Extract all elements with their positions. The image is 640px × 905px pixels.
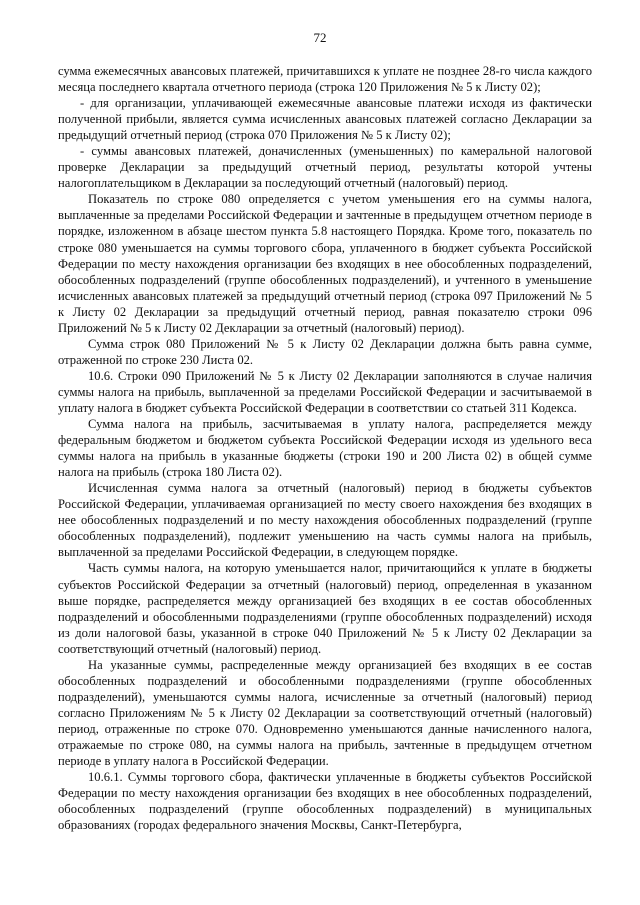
paragraph: Сумма налога на прибыль, засчитываемая в уплату налога, распределяется между федеральным бюджетом и бюджетом субъекта Российской Федерации исходя из удельного веса суммы налога на прибыль в указанные бюджеты (строки 190 и 200 Листа 02) в общей сумме налога на прибыль (строка 180 Листа 02). [58,417,592,480]
paragraph: 10.6.1. Суммы торгового сбора, фактически уплаченные в бюджеты субъектов Российской Федерации по месту нахождения организации без входящих в нее обособленных подразделений, обособленных подразделений (группе обособленных подразделений) в муниципальных образованиях (городах федерального значения Москвы, Санкт-Петербурга, [58,770,592,833]
paragraph: Исчисленная сумма налога за отчетный (налоговый) период в бюджеты субъектов Российской Федерации, уплачиваемая организацией по месту своего нахождения без входящих в нее обособленных подразделений и по месту нахождения обособленных подразделений (группе обособленных подразделений), подлежит уменьшению на часть суммы налога на прибыль, выплаченной за пределами Российской Федерации, в следующем порядке. [58,481,592,560]
paragraph: Часть суммы налога, на которую уменьшается налог, причитающийся к уплате в бюджеты субъектов Российской Федерации за отчетный (налоговый) период, определенная в указанном выше порядке, распределяется между организацией без входящих в ее состав обособленных подразделений и обособленными подразделениями (группе обособленных подразделений) исходя из доли налоговой базы, указанной в строке 040 Приложений № 5 к Листу 02 Декларации за соответствующий отчетный (налоговый) период. [58,561,592,656]
paragraph: Показатель по строке 080 определяется с учетом уменьшения его на суммы налога, выплаченные за пределами Российской Федерации и зачтенные в предыдущем отчетном периоде в порядке, изложенном в абзаце шестом пункта 5.8 настоящего Порядка. Кроме того, показатель по строке 080 уменьшается на суммы торгового сбора, уплаченного в бюджет субъекта Российской Федерации по месту нахождения организации без входящих в нее обособленных подразделений, обособленных подразделений (группе обособленных подразделений), и учтенного в уменьшение исчисленных авансовых платежей за предыдущий отчетный период (строка 097 Приложений № 5 к Листу 02 Декларации за предыдущий отчетный период, равная показателю строки 096 Приложений № 5 к Листу 02 Декларации за отчетный (налоговый) период). [58,192,592,335]
paragraph: На указанные суммы, распределенные между организацией без входящих в ее состав обособленных подразделений и обособленными подразделениями (группе обособленных подразделений), уменьшаются суммы налога, исчисленные за отчетный (налоговый) период согласно Приложениям № 5 к Листу 02 Декларации за соответствующий отчетный (налоговый) период, отраженные по строке 070. Одновременно уменьшаются данные начисленного налога, отражаемые по строке 080, на суммы налога на прибыль, зачтенные в предыдущем отчетном периоде в уплату налога в Российской Федерации. [58,657,592,769]
paragraph: сумма ежемесячных авансовых платежей, причитавшихся к уплате не позднее 28-го числа каждого месяца последнего квартала отчетного периода (строка 120 Приложения № 5 к Листу 02); [58,64,592,95]
paragraph: 10.6. Строки 090 Приложений № 5 к Листу 02 Декларации заполняются в случае наличия суммы налога на прибыль, выплаченной за пределами Российской Федерации и засчитываемой в уплату налога в бюджет субъекта Российской Федерации в соответствии со статьей 311 Кодекса. [58,368,592,415]
paragraph: - суммы авансовых платежей, доначисленных (уменьшенных) по камеральной налоговой проверке Декларации за предыдущий отчетный период, результаты которой учтены налогоплательщиком в Декларации за последующий отчетный (налоговый) период. [58,144,592,191]
paragraph: Сумма строк 080 Приложений № 5 к Листу 02 Декларации должна быть равна сумме, отраженной по строке 230 Листа 02. [58,336,592,367]
page-number: 72 [313,30,327,45]
document-body [58,63,592,833]
paragraph: - для организации, уплачивающей ежемесячные авансовые платежи исходя из фактически полученной прибыли, является сумма исчисленных авансовых платежей согласно Декларации за предыдущий отчетный период (строка 070 Приложения № 5 к Листу 02); [58,96,592,143]
